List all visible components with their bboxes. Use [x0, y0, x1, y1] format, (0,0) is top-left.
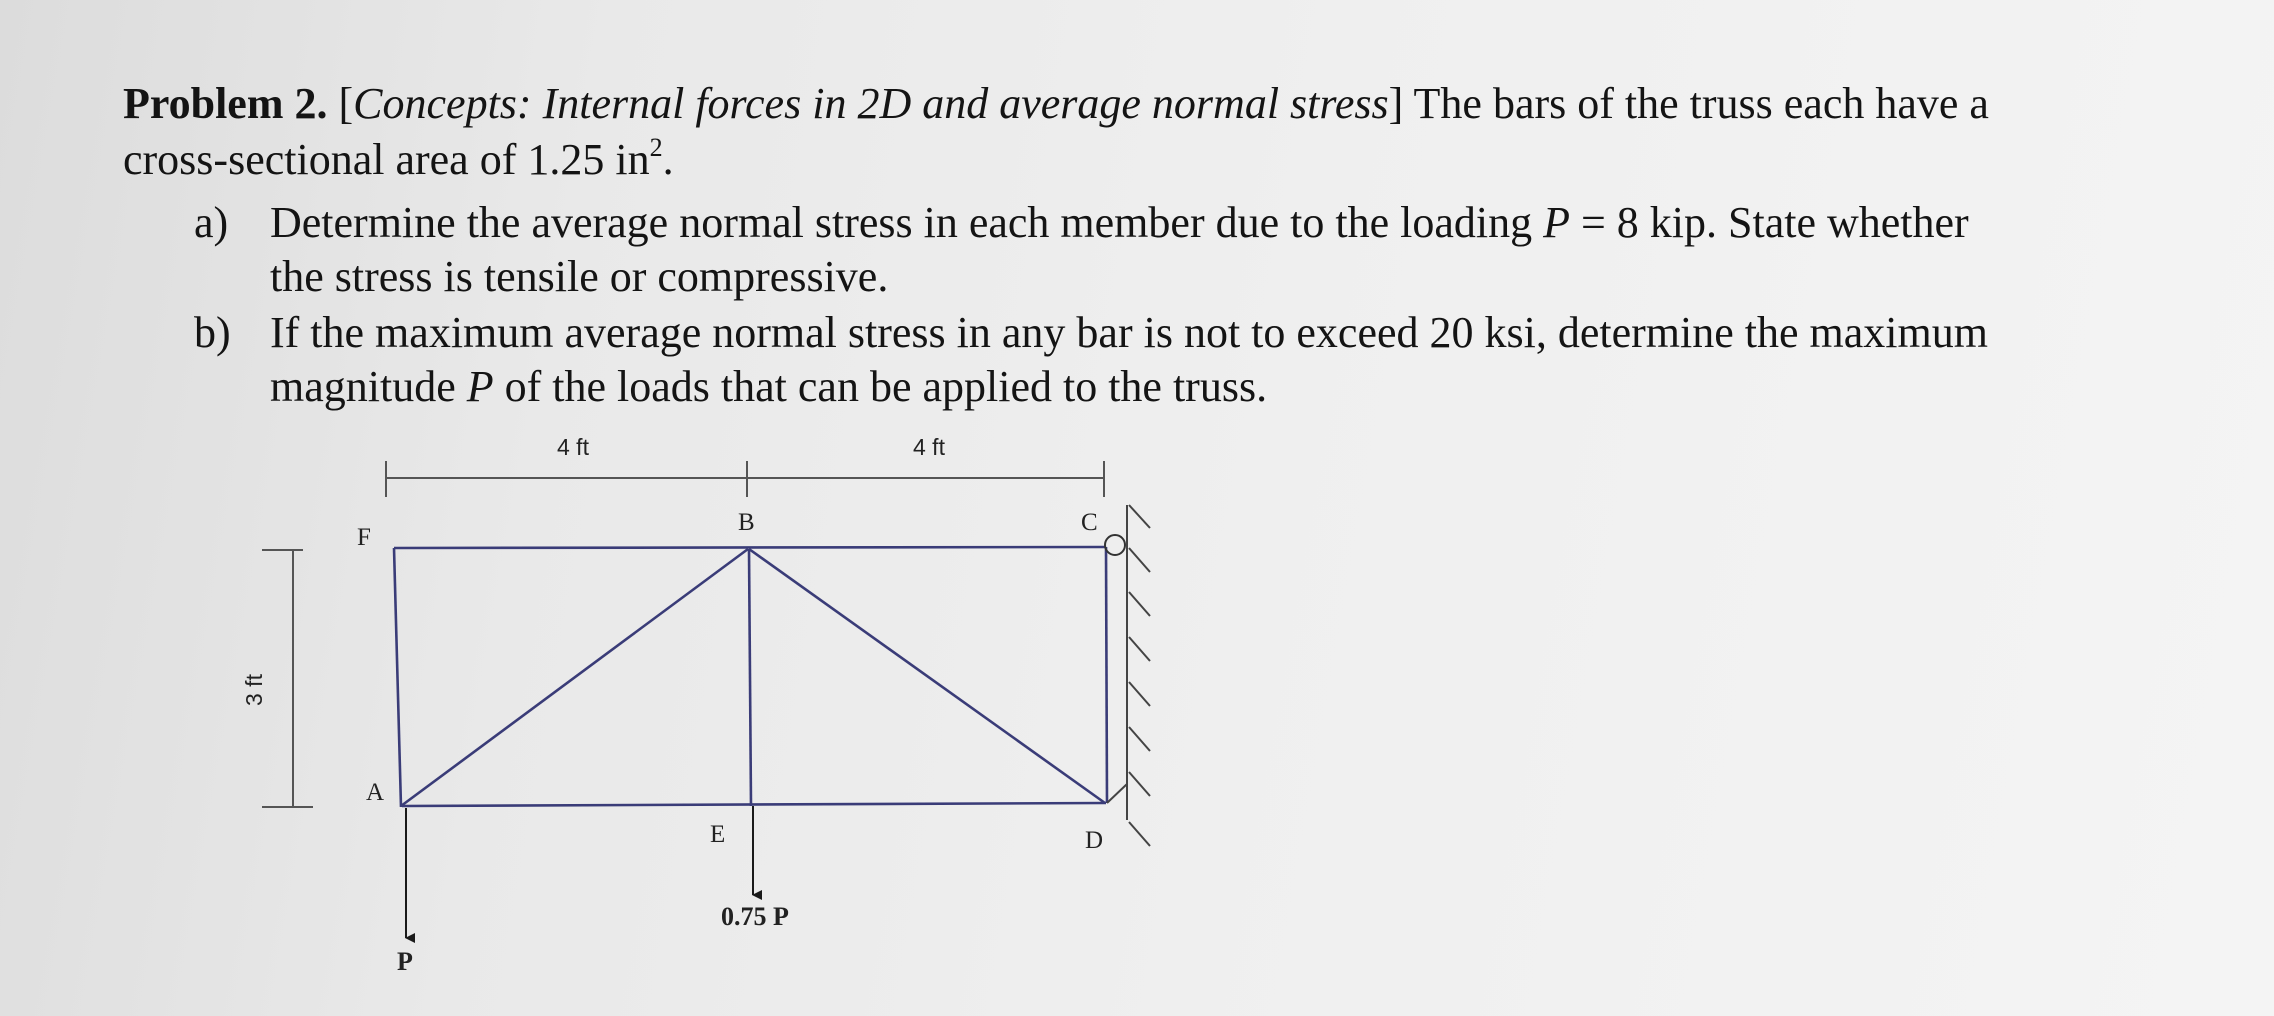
node-label-A: A — [366, 779, 385, 806]
truss-members — [394, 547, 1107, 807]
support-wall — [1107, 505, 1150, 846]
question-b-variable: P — [466, 362, 494, 411]
load-label-A: P — [397, 947, 413, 976]
load-label-E: 0.75 P — [721, 902, 789, 931]
load-arrows — [406, 806, 753, 938]
member-BE — [749, 549, 751, 806]
member-FA — [394, 548, 401, 807]
dim-label-height: 3 ft — [241, 674, 267, 706]
problem-label: Problem 2. — [123, 79, 328, 128]
node-label-E: E — [710, 821, 726, 848]
dim-label-right: 4 ft — [913, 434, 945, 460]
dim-label-left: 4 ft — [557, 434, 589, 460]
vertical-dimension — [262, 550, 313, 807]
problem-text-end: . — [662, 135, 674, 184]
member-FC — [394, 547, 1105, 548]
bracket-close: ] — [1388, 79, 1404, 128]
question-a-text-before: Determine the average normal stress in each member due to the loading — [270, 198, 1544, 247]
member-AD — [402, 803, 1106, 806]
member-AB — [401, 549, 748, 806]
problem-text: The bars of the truss each have a cross-sectional area of 1.25 in — [123, 79, 1989, 184]
question-a-variable: P — [1543, 198, 1570, 247]
node-label-D: D — [1085, 827, 1104, 854]
roller-support-C — [1105, 535, 1125, 555]
node-label-F: F — [357, 524, 371, 551]
node-label-B: B — [738, 509, 755, 536]
question-a-text-after: = 8 kip. State whether the stress is tensile or compressive. — [270, 198, 1969, 301]
question-b-text-before: If the maximum average normal stress in any bar is not to exceed 20 ksi, determine the maximum magnitude — [270, 308, 1988, 411]
concepts-text: Concepts: Internal forces in 2D and average normal stress — [353, 79, 1389, 128]
horizontal-dimension — [385, 461, 1105, 497]
question-b-text-after: of the loads that can be applied to the truss. — [493, 362, 1268, 411]
member-BD — [749, 549, 1105, 803]
member-CD — [1106, 547, 1107, 803]
node-label-C: C — [1081, 509, 1098, 536]
question-a-mark: a) — [194, 198, 229, 247]
bracket-open: [ — [338, 79, 354, 128]
area-exponent: 2 — [649, 133, 663, 162]
question-b-mark: b) — [194, 308, 231, 357]
